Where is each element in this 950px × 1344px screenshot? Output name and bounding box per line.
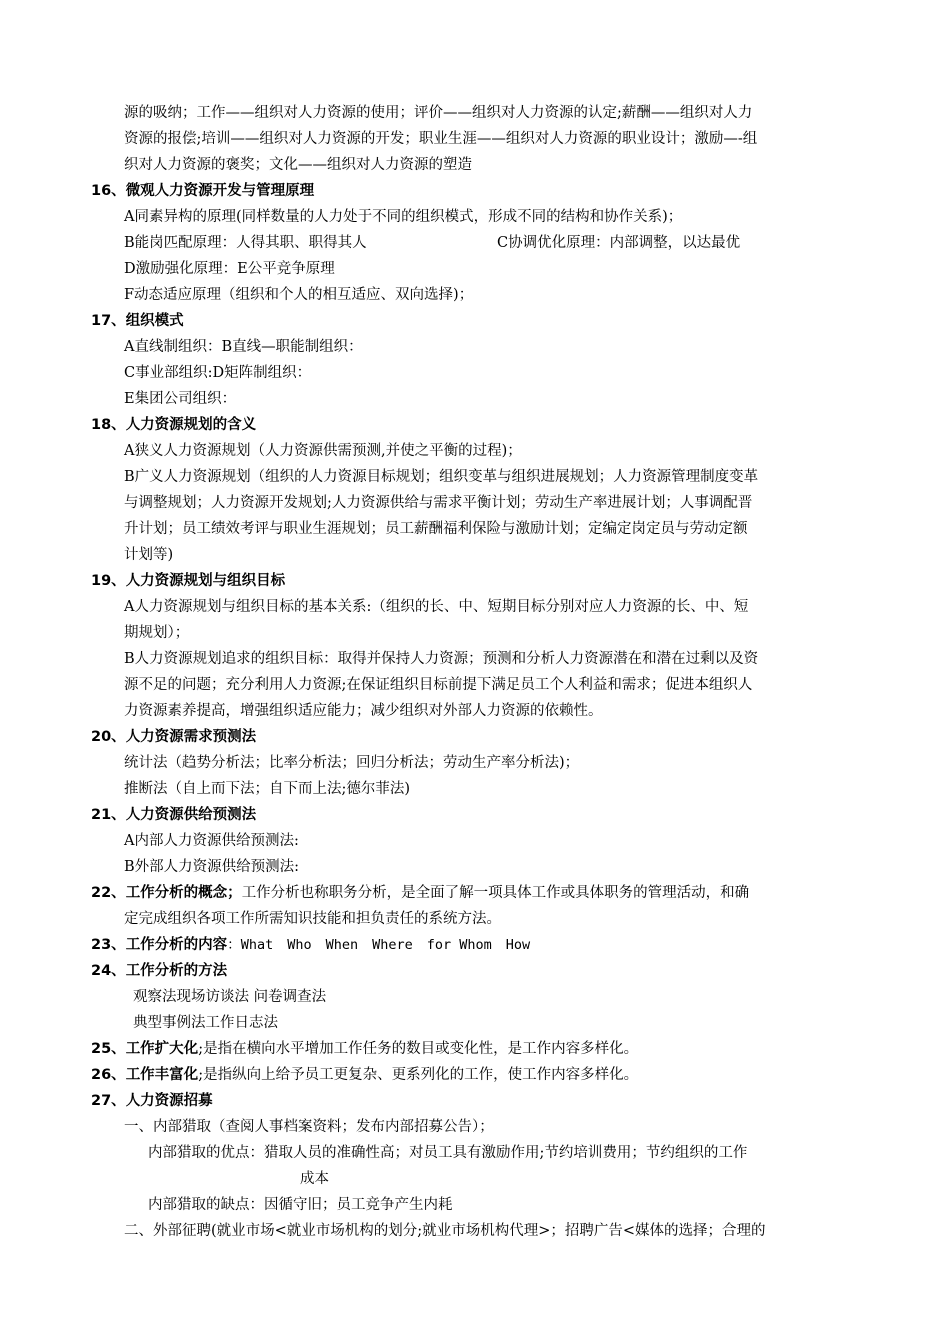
item-who: Who xyxy=(287,937,312,953)
section-number: 23、 xyxy=(91,937,126,953)
section-20-heading xyxy=(91,727,256,747)
section-text: 工作分析也称职务分析，是全面了解一项具体工作或具体职务的管理活动，和确 xyxy=(241,885,750,901)
section-24-heading xyxy=(91,961,227,981)
section-title: 人力资源需求预测法 xyxy=(125,729,257,745)
s20-line-2: 推断法（自上而下法；自下而上法;德尔菲法) xyxy=(124,781,411,797)
s20-line-1: 统计法（趋势分析法；比率分析法；回归分析法；劳动生产率分析法)； xyxy=(124,755,580,771)
intro-line-2: 资源的报偿;培训——组织对人力资源的开发；职业生涯——组织对人力资源的职业设计；激励—-组 xyxy=(124,131,758,147)
item-what: What xyxy=(240,937,274,953)
section-number: 20、 xyxy=(91,729,126,745)
section-16-heading xyxy=(91,181,314,201)
s19-item-a-line-2: 期规划）； xyxy=(124,625,190,641)
s21-item-a: A内部人力资源供给预测法: xyxy=(124,833,299,849)
section-number: 22、 xyxy=(91,885,126,901)
section-number: 16、 xyxy=(91,183,126,199)
s18-item-a: A狭义人力资源规划（人力资源供需预测,并使之平衡的过程)； xyxy=(124,443,522,459)
intro-line-1: 源的吸纳；工作——组织对人力资源的使用；评价——组织对人力资源的认定;薪酬——组织对人力 xyxy=(124,105,753,121)
section-number: 27、 xyxy=(91,1093,126,1109)
s19-item-b-line-1: B人力资源规划追求的组织目标：取得并保持人力资源；预测和分析人力资源潜在和潜在过剩以及资 xyxy=(124,651,759,667)
s18-item-b-line-4: 计划等) xyxy=(124,547,174,563)
item-where: Where xyxy=(372,937,413,953)
section-21-heading xyxy=(91,805,256,825)
section-title: 工作分析的概念； xyxy=(125,885,242,901)
s17-item-a: A直线制组织：B直线—职能制组织： xyxy=(124,339,363,355)
s19-item-a-line-1: A人力资源规划与组织目标的基本关系:（组织的长、中、短期目标分别对应人力资源的长、中、短 xyxy=(124,599,749,615)
s18-item-b-line-3: 升计划；员工绩效考评与职业生涯规划；员工薪酬福利保险与激励计划；定编定岗定员与劳动定额 xyxy=(124,521,748,537)
s18-item-b-line-1: B广义人力资源规划（组织的人力资源目标规划；组织变革与组织进展规划；人力资源管理制度变革 xyxy=(124,469,759,485)
section-number: 24、 xyxy=(91,963,126,979)
section-title: 微观人力资源开发与管理原理 xyxy=(125,183,315,199)
s19-item-b-line-2: 源不足的问题；充分利用人力资源;在保证组织目标前提下满足员工个人利益和需求；促进本组织人 xyxy=(124,677,753,693)
section-number: 17、 xyxy=(91,313,126,329)
section-18-heading xyxy=(91,415,256,435)
section-26-heading xyxy=(91,1065,638,1085)
section-title: 人力资源招募 xyxy=(125,1093,213,1109)
section-number: 21、 xyxy=(91,807,126,823)
s27-internal-advantages-line-1: 内部猎取的优点：猎取人员的准确性高；对员工具有激励作用;节约培训费用；节约组织的工作 xyxy=(148,1145,748,1161)
section-number: 19、 xyxy=(91,573,126,589)
section-19-heading xyxy=(91,571,285,591)
section-number: 25、 xyxy=(91,1041,126,1057)
item-when: When xyxy=(325,937,359,953)
s16-item-c: C协调优化原理：内部调整，以达最优 xyxy=(497,235,741,251)
s27-internal-disadvantages: 内部猎取的缺点：因循守旧；员工竞争产生内耗 xyxy=(148,1197,453,1213)
s27-internal-advantages-line-2: 成本 xyxy=(300,1171,329,1187)
s19-item-b-line-3: 力资源素养提高，增强组织适应能力；减少组织对外部人力资源的依赖性。 xyxy=(124,703,603,719)
s18-item-b-line-2: 与调整规划；人力资源开发规划;人力资源供给与需求平衡计划；劳动生产率进展计划；人事调配晋 xyxy=(124,495,753,511)
s16-item-a: A同素异构的原理(同样数量的人力处于不同的组织模式，形成不同的结构和协作关系)； xyxy=(124,209,683,225)
section-title: 人力资源供给预测法 xyxy=(125,807,257,823)
s27-external: 二、外部征聘(就业市场<就业市场机构的划分;就业市场机构代理>；招聘广告<媒体的选择；合理的 xyxy=(124,1223,766,1239)
section-title: 工作分析的内容 xyxy=(125,937,228,953)
section-17-heading xyxy=(91,311,184,331)
s17-item-e: E集团公司组织： xyxy=(124,391,237,407)
s21-item-b: B外部人力资源供给预测法: xyxy=(124,859,300,875)
section-title: 人力资源规划的含义 xyxy=(125,417,257,433)
section-23-heading xyxy=(91,935,530,955)
section-text: ;是指在横向水平增加工作任务的数目或变化性，是工作内容多样化。 xyxy=(198,1041,639,1057)
section-title: 工作分析的方法 xyxy=(125,963,228,979)
item-for-whom: for Whom xyxy=(426,937,492,953)
s17-item-c: C事业部组织:D矩阵制组织： xyxy=(124,365,312,381)
section-number: 18、 xyxy=(91,417,126,433)
s16-item-d: D激励强化原理：E公平竞争原理 xyxy=(124,261,335,277)
s22-line-2: 定完成组织各项工作所需知识技能和担负责任的系统方法。 xyxy=(124,911,501,927)
section-title: 组织模式 xyxy=(125,313,184,329)
section-title: 人力资源规划与组织目标 xyxy=(125,573,286,589)
section-25-heading xyxy=(91,1039,638,1059)
s16-item-f: F动态适应原理（组织和个人的相互适应、双向选择)； xyxy=(124,287,474,303)
colon: ： xyxy=(227,937,241,953)
s24-line-1: 观察法现场访谈法 问卷调查法 xyxy=(133,989,327,1005)
s16-item-b: B能岗匹配原理：人得其职、职得其人 xyxy=(124,235,367,251)
s27-internal: 一、内部猎取（查阅人事档案资料；发布内部招募公告）； xyxy=(124,1119,494,1135)
s24-line-2: 典型事例法工作日志法 xyxy=(133,1015,278,1031)
section-22-heading xyxy=(91,883,749,903)
section-title: 工作丰富化 xyxy=(125,1067,199,1083)
section-27-heading xyxy=(91,1091,213,1111)
intro-line-3: 织对人力资源的褒奖；文化——组织对人力资源的塑造 xyxy=(124,157,472,173)
item-how: How xyxy=(505,937,531,953)
section-number: 26、 xyxy=(91,1067,126,1083)
section-title: 工作扩大化 xyxy=(125,1041,199,1057)
section-text: ;是指纵向上给予员工更复杂、更系列化的工作，使工作内容多样化。 xyxy=(198,1067,639,1083)
